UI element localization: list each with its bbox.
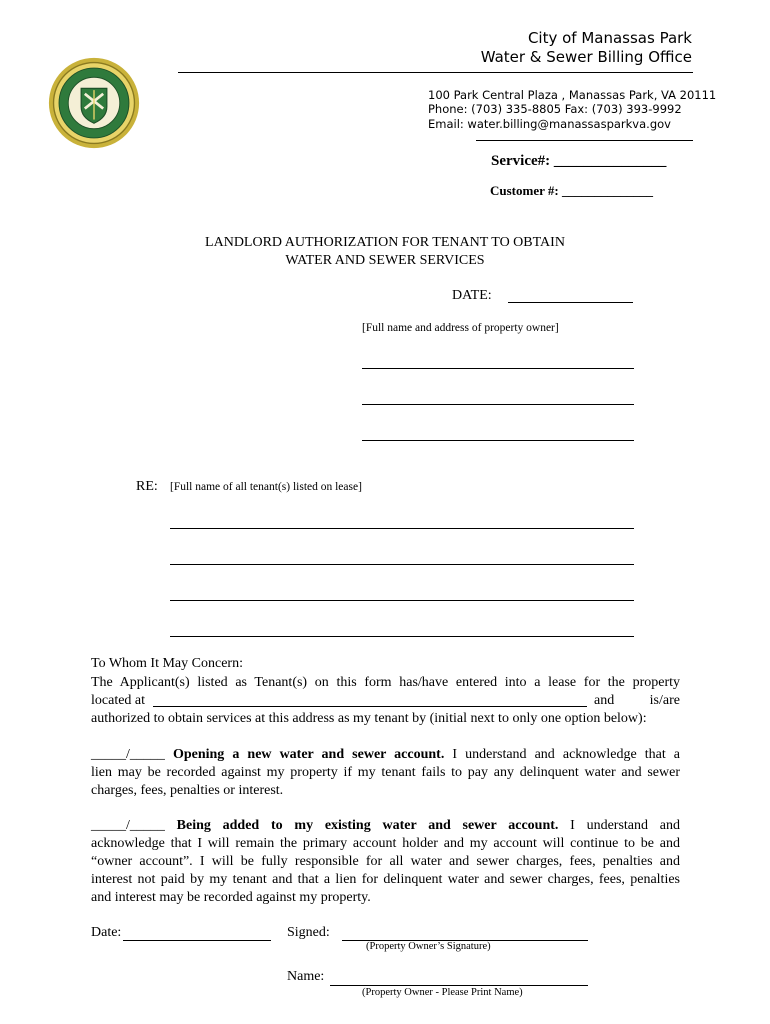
signature-caption: (Property Owner’s Signature) xyxy=(366,941,491,952)
owner-line-3[interactable] xyxy=(362,440,634,441)
tenant-line-2[interactable] xyxy=(170,564,634,565)
form-title-line-2: WATER AND SEWER SERVICES xyxy=(285,253,485,268)
tenant-hint: [Full name of all tenant(s) listed on lease] xyxy=(170,481,362,493)
option2-line-2: acknowledge that I will remain the primary account holder and my account will continue to be and xyxy=(91,836,680,851)
option2-line-4: interest not paid by my tenant and that a lien for delinquent water and sewer charges, fees, penalties xyxy=(91,872,680,887)
option2-line-3: “owner account”. I will be fully responsible for all water and sewer charges, fees, penalties and xyxy=(91,854,680,869)
date-field[interactable] xyxy=(508,302,633,303)
intro-paragraph xyxy=(91,674,680,728)
intro-line-1: The Applicant(s) listed as Tenant(s) on this form has/have entered into a lease for the property xyxy=(91,675,680,690)
customer-number-field[interactable]: Customer #: ______________ xyxy=(490,183,653,198)
salutation: To Whom It May Concern: xyxy=(91,656,243,671)
sign-date-field[interactable] xyxy=(123,940,271,941)
option1-line-3: charges, fees, penalties or interest. xyxy=(91,783,284,798)
option1-line-1 xyxy=(91,746,680,764)
option2-initials-field[interactable]: _____/_____ xyxy=(91,818,165,833)
print-name-field[interactable] xyxy=(330,985,588,986)
name-label: Name: xyxy=(287,969,325,984)
owner-line-1[interactable] xyxy=(362,368,634,369)
option2-line-5: and interest may be recorded against my property. xyxy=(91,890,371,905)
office-phone-fax: Phone: (703) 335-8805 Fax: (703) 393-9992 xyxy=(428,102,682,116)
service-number-field[interactable]: Service#: _______________ xyxy=(491,153,667,169)
form-title-line-1: LANDLORD AUTHORIZATION FOR TENANT TO OBTAIN xyxy=(205,235,565,250)
city-name: City of Manassas Park xyxy=(527,29,692,47)
option-new-account xyxy=(91,746,680,800)
owner-line-2[interactable] xyxy=(362,404,634,405)
account-divider xyxy=(476,140,693,141)
option1-line-1-text: I understand and acknowledge that a xyxy=(452,747,681,762)
date-label: DATE: xyxy=(452,288,492,303)
tenant-line-4[interactable] xyxy=(170,636,634,637)
option2-title: Being added to my existing water and sewer account. xyxy=(176,818,559,833)
intro-and: and xyxy=(594,693,615,708)
city-seal-icon xyxy=(48,57,140,149)
intro-line-3: authorized to obtain services at this address as my tenant by (initial next to only one option below): xyxy=(91,711,647,726)
re-label: RE: xyxy=(136,479,158,494)
intro-line-2 xyxy=(91,692,680,710)
option2-line-1-text: I understand and xyxy=(570,818,680,833)
owner-hint: [Full name and address of property owner] xyxy=(362,322,559,334)
option1-line-2: lien may be recorded against my property if my tenant fails to pay any delinquent water and sewer xyxy=(91,765,680,780)
tenant-line-1[interactable] xyxy=(170,528,634,529)
property-address-field[interactable] xyxy=(153,706,587,707)
office-address: 100 Park Central Plaza , Manassas Park, VA 20111 xyxy=(428,88,717,102)
option-existing-account xyxy=(91,817,680,907)
header-divider xyxy=(178,72,693,73)
intro-located-label: located at xyxy=(91,693,146,708)
option1-initials-field[interactable]: _____/_____ xyxy=(91,747,165,762)
sign-date-label: Date: xyxy=(91,925,122,940)
option1-title: Opening a new water and sewer account. xyxy=(172,747,445,762)
signed-label: Signed: xyxy=(287,925,330,940)
tenant-line-3[interactable] xyxy=(170,600,634,601)
name-caption: (Property Owner - Please Print Name) xyxy=(362,987,523,998)
intro-isare: is/are xyxy=(649,693,680,708)
office-name: Water & Sewer Billing Office xyxy=(480,48,692,66)
office-email: Email: water.billing@manassasparkva.gov xyxy=(428,117,671,131)
option2-line-1 xyxy=(91,817,680,835)
